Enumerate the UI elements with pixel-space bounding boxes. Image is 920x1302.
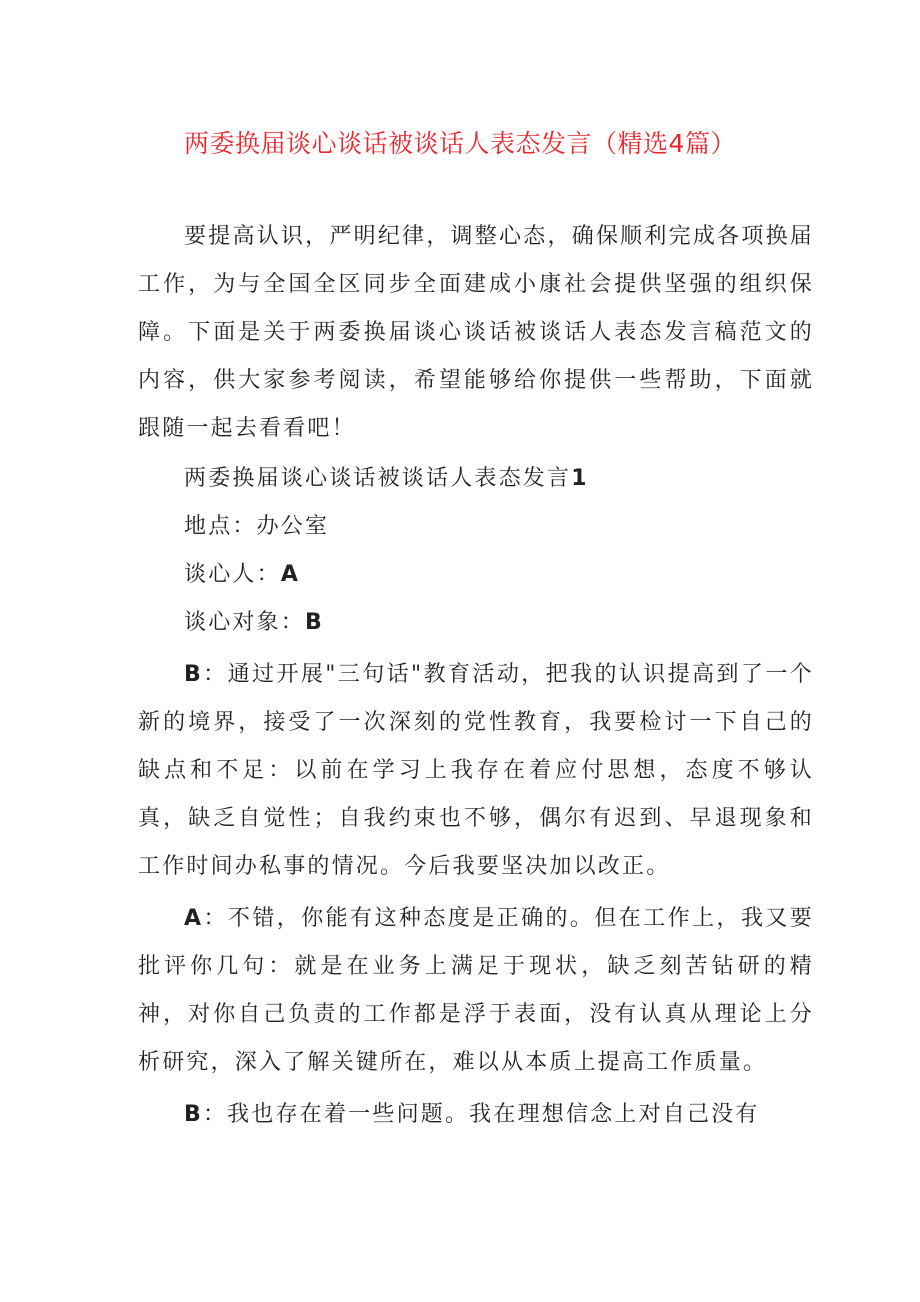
talker-line [138,551,814,599]
place-value: 办公室 [256,514,330,539]
dialogue-speaker: B [184,662,203,687]
intro-paragraph: 要提高认识，严明纪律，调整心态，确保顺利完成各项换届工作，为与全国全区同步全面建成小康社会提供坚强的组织保障。下面是关于两委换届谈心谈话被谈话人表态发言稿范文的内容，供大家参考阅读，希望能够给你提供一些帮助，下面就跟随一起去看看吧！ [138,224,814,441]
document-body [138,213,814,1139]
dialogue-text: 通过开展"三句话"教育活动，把我的认识提高到了一个新的境界，接受了一次深刻的党性教育，我要检讨一下自己的缺点和不足：以前在学习上我存在着应付思想，态度不够认真，缺乏自觉性；自我约束也不够，偶尔有迟到、早退现象和工作时间办私事的情况。今后我要坚决加以改正。 [138,662,814,879]
target-value: B [305,610,324,635]
section-number: 1 [571,466,589,491]
place-label: 地点： [184,514,257,539]
talker-label: 谈心人： [184,562,281,587]
dialogue-colon: ： [202,662,228,687]
dialogue-text: 不错，你能有这种态度是正确的。但在工作上，我又要批评你几句：就是在业务上满足于现状，缺乏刻苦钻研的精神，对你自己负责的工作都是浮于表面，没有认真从理论上分析研究，深入了解关键所在，难以从本质上提高工作质量。 [138,906,814,1075]
section-heading-text: 两委换届谈心谈话被谈话人表态发言 [184,466,572,491]
dialogue-speaker: A [184,906,204,931]
target-line [138,599,814,647]
dialogue-paragraph [138,1091,814,1139]
dialogue-text: 我也存在着一些问题。我在理想信念上对自己没有 [227,1102,760,1127]
section-heading [138,455,814,503]
document-title: 两委换届谈心谈话被谈话人表态发言（精选4篇） [184,129,736,158]
dialogue-colon: ： [203,906,228,931]
dialogue-speaker: B [184,1102,203,1127]
dialogue-colon: ： [202,1102,228,1127]
talker-value: A [280,562,301,587]
dialogue-paragraph [138,651,814,891]
target-label: 谈心对象： [184,610,306,635]
place-line [138,503,814,551]
dialogue-paragraph [138,895,814,1087]
